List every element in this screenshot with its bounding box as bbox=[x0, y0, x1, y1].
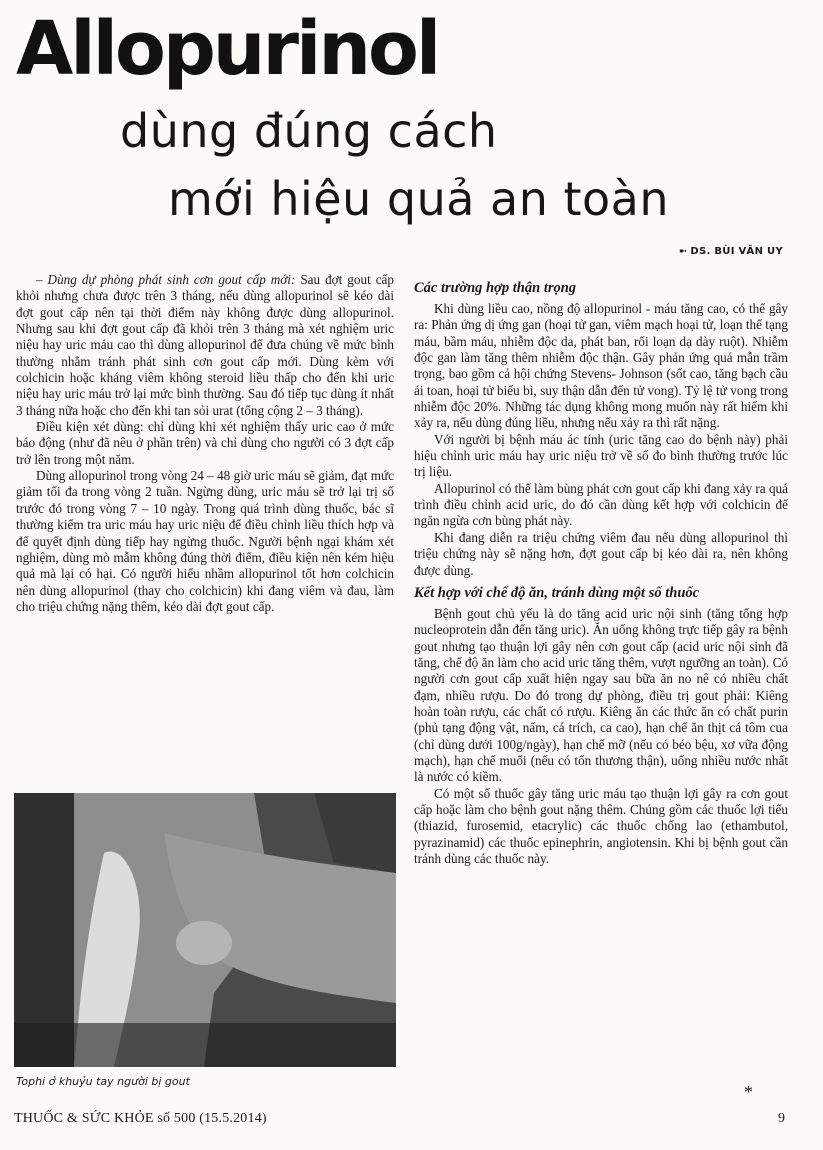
section-heading-precautions: Các trường hợp thận trọng bbox=[414, 280, 577, 296]
left-paragraph-1 bbox=[16, 272, 394, 419]
right-column bbox=[414, 280, 788, 867]
author-name: DS. BÙI VĂN UY bbox=[690, 246, 783, 257]
left-column bbox=[16, 272, 394, 615]
right-paragraph-1: Khi dùng liều cao, nồng độ allopurinol - máu tăng cao, có thể gây ra: Phản ứng dị ứng gan (hoại tử gan, viêm mạch hoại tử, loạn thể tạng máu, bầm máu, nhiễm độc da, phát ban, rối loạn dạ dày ruột). Nhiễm độc gan làm tăng thêm nhiễm độc thận. Gây phản ứng quá mẫn trầm trọng, bao gồm cả hội chứng Stevens- Johnson (sốt cao, tăng bạch cầu ái toan, hoại tử biểu bì, suy thận dẫn đến tử vong). Tỷ lệ tử vong trong nhiễm độc 20%. Những tác dụng không mong muốn này rất hiếm khi xảy ra, nếu dùng đúng liều, nhưng nếu xảy ra thì rất nặng. bbox=[414, 301, 788, 431]
arrow-icon: ➼ bbox=[678, 246, 688, 257]
article-subtitle-line-2: mới hiệu quả an toàn bbox=[168, 172, 670, 226]
byline bbox=[679, 246, 783, 257]
left-paragraph-1-text: Sau đợt gout cấp khỏi nhưng chưa được trên 3 tháng, nếu dùng allopurinol sẽ kéo dài đợt gout cấp nên tại thời điểm này không được dùng allopurinol. Nhưng sau khi đợt gout cấp đã khỏi trên 3 tháng mà xét nghiệm uric niệu hay uric máu cao thì dùng allopurinol để đưa chúng về mức bình thường nhằm tránh phát sinh cơn gout cấp mới. Dùng kèm với colchicin hoặc kháng viêm không steroid liều thấp cho đến khi uric niệu hay uric máu trở lại mức bình thường. Sau đó tiếp tục dùng ít nhất 3 tháng nữa hoặc cho đến khi tan sỏi urat (tổng cộng 2 – 3 tháng). bbox=[16, 272, 395, 418]
right-paragraph-6: Có một số thuốc gây tăng uric máu tạo thuận lợi gây ra cơn gout cấp hoặc làm cho bệnh gout nặng thêm. Chúng gồm các thuốc lợi tiểu (thiazid, furosemid, etacrylic) các thuốc chống lao (ethambutol, pyrazinamid) các thuốc epinephrin, angiotensin. Khi bị bệnh gout cần tránh dùng các thuốc này. bbox=[414, 785, 788, 866]
elbow-photo bbox=[14, 793, 396, 1067]
left-paragraph-3: Dùng allopurinol trong vòng 24 – 48 giờ uric máu sẽ giảm, đạt mức giảm tối đa trong vòng 2 tuần. Ngừng dùng, uric máu sẽ trở lại trị số trước đó trong vòng 7 – 10 ngày. Trong quá trình dùng thuốc, bác sĩ thường kiểm tra uric máu hay uric niệu để điều chỉnh liều thích hợp và để quyết định dùng tiếp hay ngừng thuốc. Người bệnh ngại khám xét nghiệm, dùng mò mẫm không đúng thời điểm, điều kiện nên kém hiệu quả mà lại có hại. Có người hiểu nhầm allopurinol tốt hơn colchicin nên dùng allopurinol (thay cho colchicin) khi đang viêm và đau, làm cho triệu chứng nặng thêm, kéo dài đợt gout cấp. bbox=[16, 468, 394, 614]
end-mark: * bbox=[744, 1082, 753, 1102]
elbow-photo-illustration bbox=[14, 793, 396, 1067]
article-subtitle-line-1: dùng đúng cách bbox=[120, 104, 498, 158]
lead-phrase: – Dùng dự phòng phát sinh cơn gout cấp mới: bbox=[36, 272, 296, 287]
left-paragraph-2: Điều kiện xét dùng: chỉ dùng khi xét nghiệm thấy uric cao ở mức báo động (như đã nêu ở phần trên) và chỉ dùng cho người có 3 đợt cấp trở lên trong một năm. bbox=[16, 419, 394, 467]
photo-caption: Tophi ở khuỷu tay người bị gout bbox=[16, 1075, 190, 1088]
article-title: Allopurinol bbox=[16, 6, 439, 92]
section-heading-diet: Kết hợp với chế độ ăn, tránh dùng một số thuốc bbox=[414, 584, 700, 601]
page-number: 9 bbox=[778, 1111, 785, 1126]
right-paragraph-2: Với người bị bệnh máu ác tính (uric tăng cao do bệnh này) phải hiệu chỉnh uric máu hay uric niệu trở về số đo bình thường trước lúc trị liệu. bbox=[414, 431, 788, 480]
right-paragraph-5: Bệnh gout chủ yếu là do tăng acid uric nội sinh (tăng tổng hợp nucleoprotein dẫn đến tăng uric). Ăn uống không trực tiếp gây ra bệnh gout nhưng tạo thuận lợi gây nên cơn gout cấp (acid uric nội sinh đã tăng, chế độ ăn làm cho acid uric tăng thêm, vượt ngưỡng an toàn). Có người cơn gout cấp xuất hiện ngay sau bữa ăn no nê có nhiều chất đạm, nhiều rượu. Do đó trong dự phòng, điều trị gout phải: Kiêng hoàn toàn rượu, các chất có rượu. Kiêng ăn các thức ăn có chất purin (phủ tạng động vật, nấm, cá trích, ca cao), hạn chế ăn thịt cá tôm cua (chỉ dùng dưới 100g/ngày), hạn chế mỡ (nếu có béo bệu, xơ vữa động mạch), hạn chế muối (nếu có tổn thương thận), uống nhiều nước nhất là nước có kiềm. bbox=[414, 605, 788, 785]
right-paragraph-4: Khi đang diễn ra triệu chứng viêm đau nếu dùng allopurinol thì triệu chứng này sẽ nặng hơn, đợt gout cấp bị kéo dài ra, nên không được dùng. bbox=[414, 529, 788, 578]
footer-publication: THUỐC & SỨC KHỎE số 500 (15.5.2014) bbox=[14, 1111, 267, 1126]
right-paragraph-3: Allopurinol có thể làm bùng phát cơn gout cấp khi đang xảy ra quá trình điều chỉnh acid uric, do đó cần dùng kết hợp với colchicin để ngăn ngừa cơn bùng phát này. bbox=[414, 480, 788, 529]
